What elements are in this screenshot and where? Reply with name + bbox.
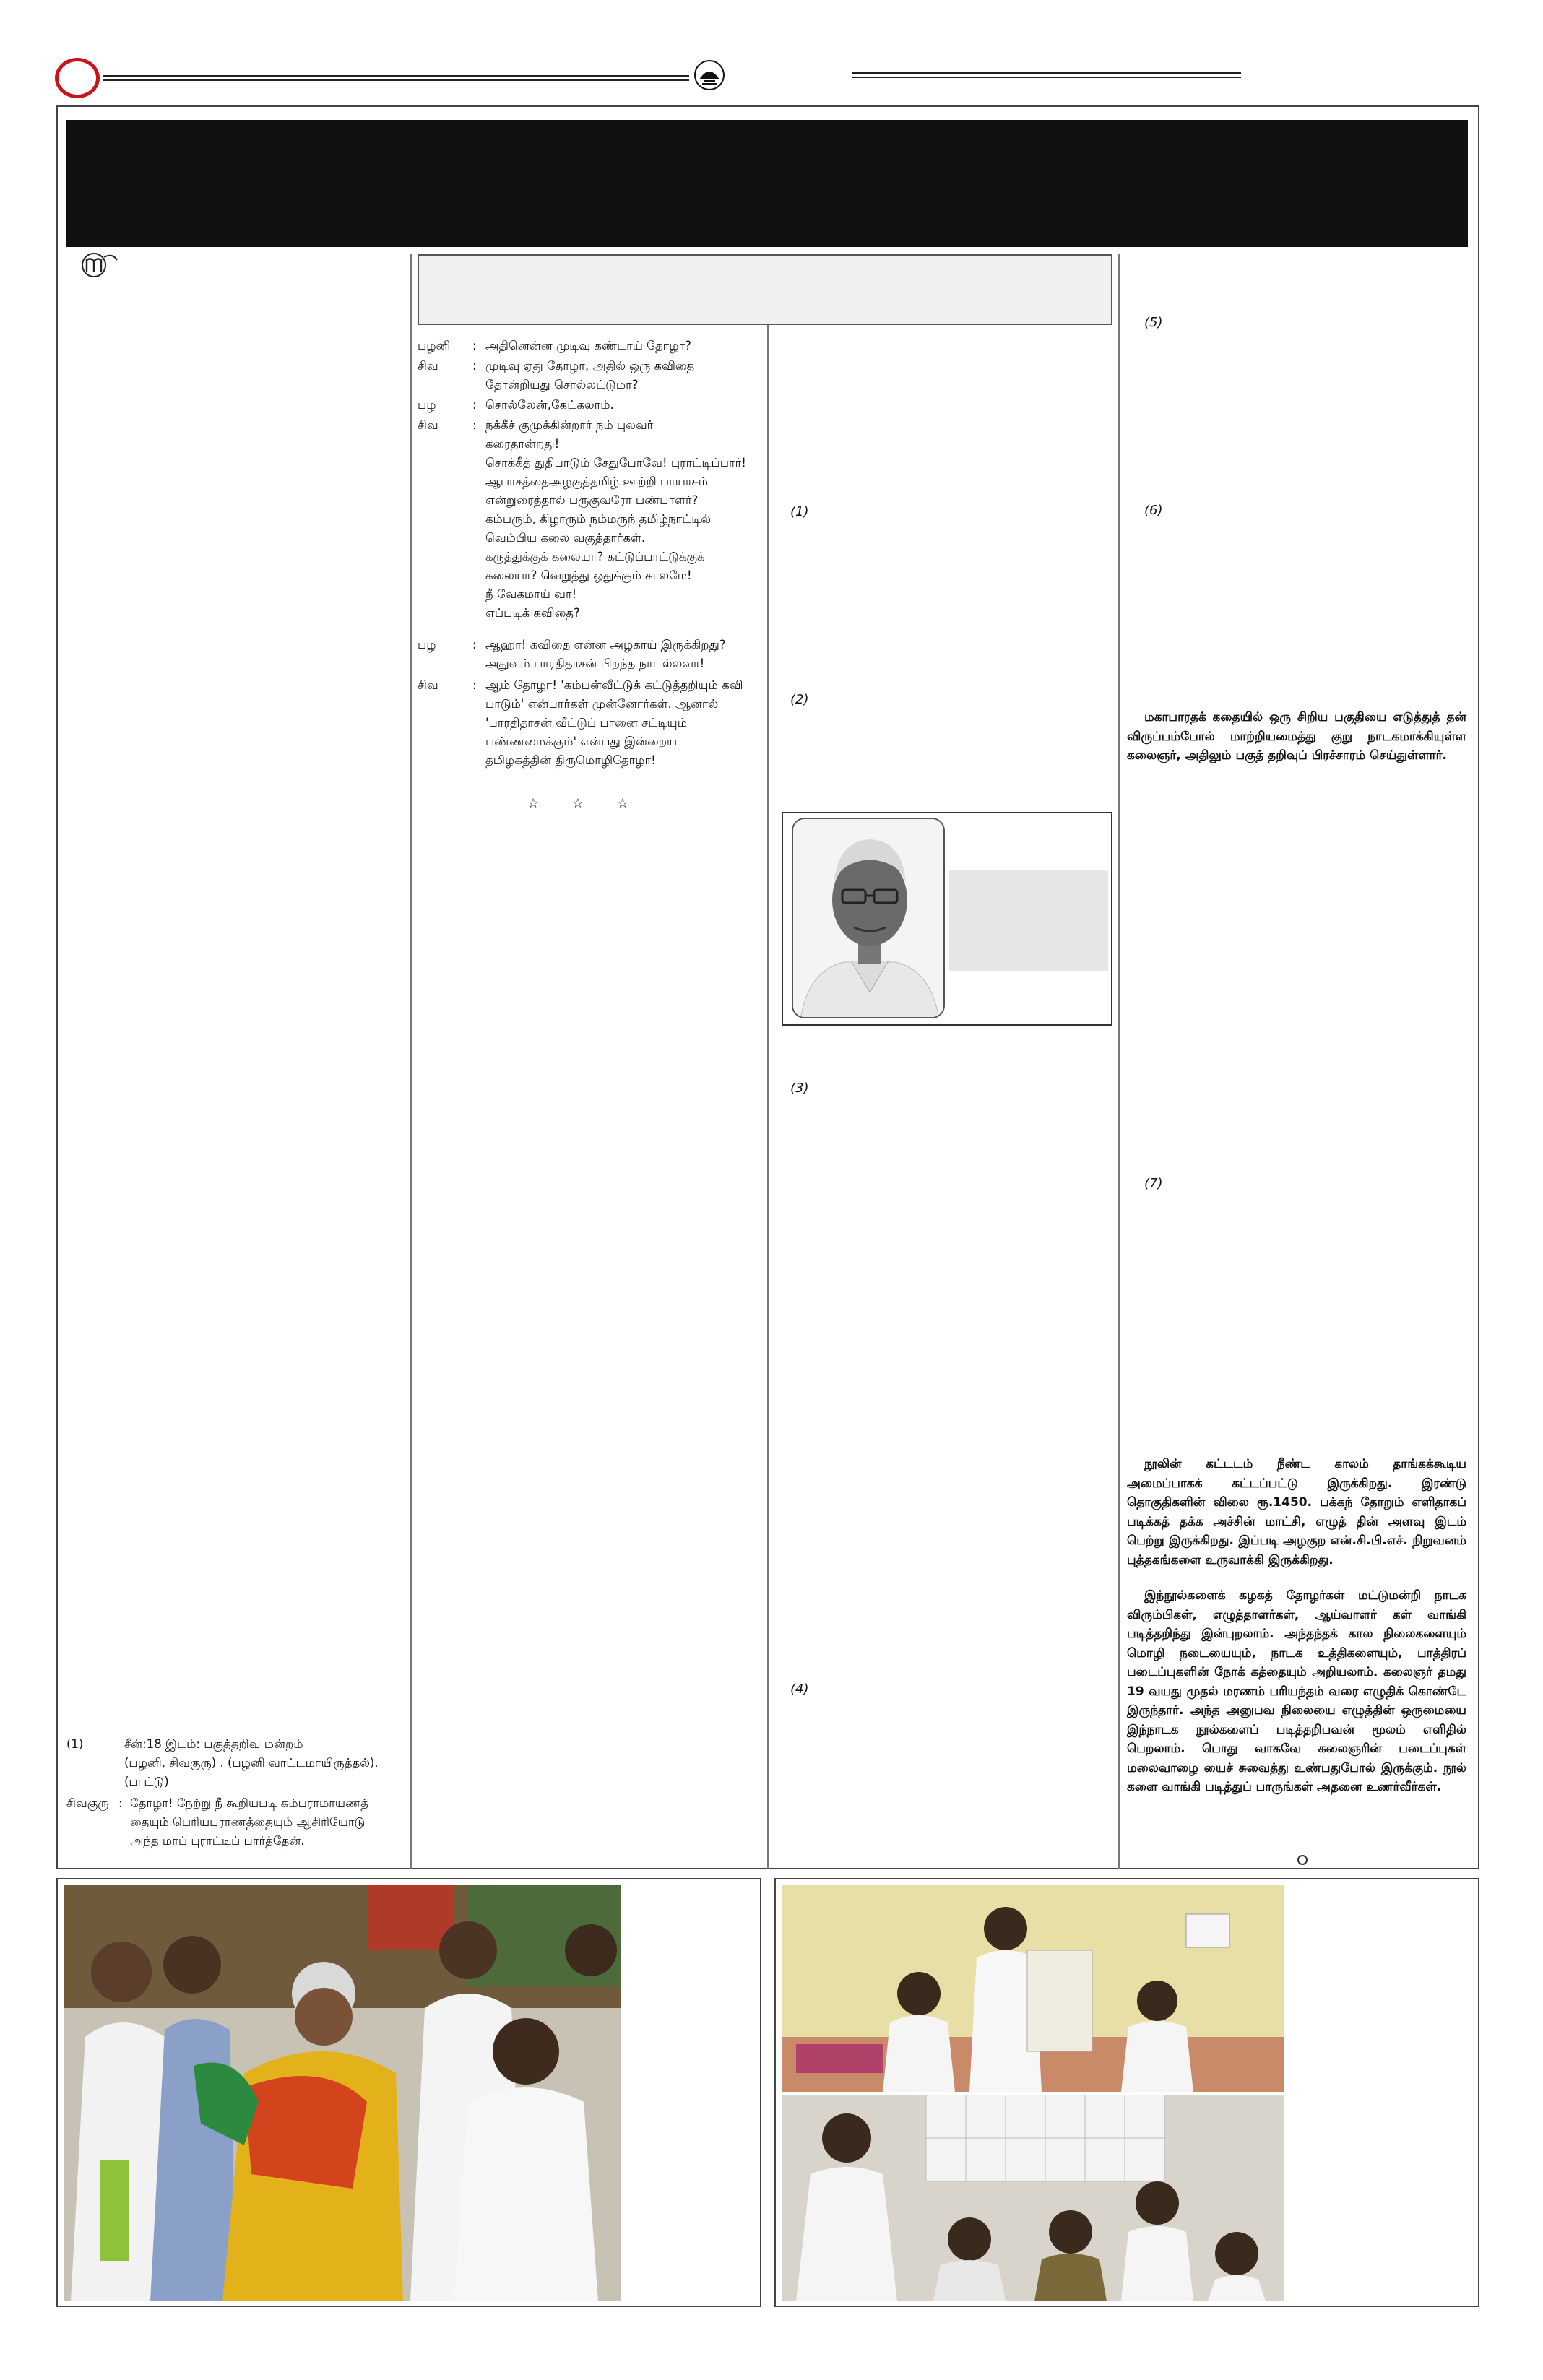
speaker: பழ xyxy=(418,398,436,412)
body-paragraph: நூலின் கட்டடம் நீண்ட காலம் தாங்கக்கூடிய அமைப்பாகக் கட்டப்பட்டு இருக்கிறது. இரண்டு தொகுதிகளின் விலை ரூ.1450. பக்கந் தோறும் எளிதாகப் படிக்கத் தக்க அச்சின் மாட்சி, எழுத் தின் அளவு இடம் பெற்று இருக்கிறது. இப்படி அழகுற என்.சி.பி.எச். நிறுவனம் புத்தகங்களை உருவாக்கி இருக்கிறது. xyxy=(1127,1457,1466,1567)
column-divider xyxy=(1118,254,1120,1869)
speaker: சிவ xyxy=(418,678,438,692)
speaker: பழ xyxy=(418,638,436,652)
dialogue-text: தோன்றியது சொல்லட்டுமா? xyxy=(485,378,639,391)
paragraph-marker: (7) xyxy=(1144,1176,1163,1191)
header-rule-left xyxy=(103,75,689,81)
dialogue-text: முடிவு ஏது தோழா, அதில் ஒரு கவிதை xyxy=(485,359,695,373)
paragraph-marker: (4) xyxy=(790,1682,809,1697)
paragraph-marker: (5) xyxy=(1144,315,1163,330)
speaker: பழனி xyxy=(418,339,451,352)
dialogue-line-6: சிவ : ஆம் தோழா! 'கம்பன்வீட்டுக் கட்டுத்தறியும் கவி பாடும்' என்பார்கள் முன்னோர்கள். ஆனால் 'பாரதிதாசன் வீட்டுப் பானை சட்டியும் பண்ணமைக்கும்' என்பது இன்றைய தமிழகத்தின் திருமொழிதோழா! xyxy=(418,676,764,773)
dialogue-text: கருத்துக்குக் கலையா? கட்டுப்பாட்டுக்குக் xyxy=(485,550,705,563)
black-headline-band xyxy=(66,120,1468,247)
dialogue-text: 'பாரதிதாசன் வீட்டுப் பானை சட்டியும் xyxy=(485,716,687,730)
dialogue-text: பண்ணமைக்கும்' என்பது இன்றைய xyxy=(485,735,678,748)
paragraph-marker: (3) xyxy=(790,1081,809,1096)
paragraph-marker: (2) xyxy=(790,692,809,707)
dialogue-text: ஆபாசத்தைஅழகுத்தமிழ் ஊற்றி பாயாசம் xyxy=(485,475,708,488)
dialogue-text: கரைதான்றது! xyxy=(485,437,560,451)
paragraph-marker: (1) xyxy=(790,504,809,519)
credits-block-2: சிவகுரு : தோழா! நேற்று நீ கூறியபடி கம்பராமாயணத் தையும் பெரியபுராணத்தையும் ஆசிரியோடு அந்த மாப் புராட்டிப் பார்த்தேன். xyxy=(66,1794,406,1853)
dialogue-text: கலையா? வெறுத்து ஒதுக்கும் காலமே! xyxy=(485,568,692,582)
credit-line: அந்த மாப் புராட்டிப் பார்த்தேன். xyxy=(130,1834,305,1848)
credit-line: தோழா! நேற்று நீ கூறியபடி கம்பராமாயணத் xyxy=(130,1796,368,1810)
speaker: சிவ xyxy=(418,359,438,373)
dialogue-text: அதுவும் பாரதிதாசன் பிறந்த நாடல்லவா! xyxy=(485,657,705,670)
murasoli-mark-icon xyxy=(79,250,120,280)
event-photo-left xyxy=(64,1885,621,2301)
credit-line: தையும் பெரியபுராணத்தையும் ஆசிரியோடு xyxy=(130,1815,366,1829)
dialogue-text: அதினென்ன முடிவு கண்டாய் தோழா? xyxy=(485,339,691,352)
dialogue-line-2: சிவ : முடிவு ஏது தோழா, அதில் ஒரு கவிதை தோன்றியது சொல்லட்டுமா? xyxy=(418,357,764,394)
dialogue-line-3: பழ : சொல்லேன்,கேட்கலாம். xyxy=(418,396,764,415)
dialogue-text: தமிழகத்தின் திருமொழிதோழா! xyxy=(485,753,656,767)
credit-speaker: (1) xyxy=(66,1737,84,1751)
body-paragraph: மகாபாரதக் கதையில் ஒரு சிறிய பகுதியை எடுத்துத் தன் விருப்பம்போல் மாற்றியமைத்து குறு நாடகமாக்கியுள்ள கலைஞர், அதிலும் பகுத் தறிவுப் பிரச்சாரம் செய்துள்ளார். xyxy=(1127,710,1466,763)
credit-line: (பாட்டு) xyxy=(124,1775,169,1788)
dialogue-text: சொல்லேன்,கேட்கலாம். xyxy=(485,398,614,412)
credit-line: சீன்:18 இடம்: பகுத்தறிவு மன்றம் xyxy=(124,1737,303,1751)
author-name-box xyxy=(949,870,1108,971)
dialogue-text: ஆம் தோழா! 'கம்பன்வீட்டுக் கட்டுத்தறியும் கவி xyxy=(485,678,743,692)
body-paragraph: இந்நூல்களைக் கழகத் தோழர்கள் மட்டுமன்றி நாடக விரும்பிகள், எழுத்தாளர்கள், ஆய்வாளர் கள் வாங்கி படித்தறிந்து இன்புறலாம். அந்தந்தக் கால நிலைகளையும் மொழி நடையையும், நாடக உத்திகளையும், பாத்திரப் படைப்புகளின் நோக் கத்தையும் அறியலாம். கலைஞர் தமது 19 வயது முதல் மரணம் பரியந்தம் வரை எழுதிக் கொண்டே இருந்தார். அந்த அனுபவ நிலையை எழுத்தின் ஒருமையை இந்நாடக நூல்களைப் படித்தறிபவன் மூலம் எளிதில் பெறலாம். பொது வாகவே கலைஞரின் படைப்புகள் மலைவாழை யைச் சுவைத்து உண்பதுபோல் இருக்கும். நூல் களை வாங்கி படித்துப் பாருங்கள் அதனை உணர்வீர்கள். xyxy=(1127,1588,1466,1794)
rising-sun-emblem-icon xyxy=(693,59,725,91)
dialogue-line-4: சிவ : நக்கீச் குமுக்கின்றார் நம் புலவர் கரைதான்றது! சொக்கீத் துதிபாடும் சேதுபோவே! புராட்டிப்பார்! ஆபாசத்தைஅழகுத்தமிழ் ஊற்றி பாயாசம் என்றுரைத்தால் பருகுவரோ பண்பாளர்? கம்பரும், கிழாரும் நம்மருந் தமிழ்நாட்டில் வெம்பிய கலை வகுத்தார்கள். கருத்துக்குக் கலையா? கட்டுப்பாட்டுக்குக் கலையா? வெறுத்து ஒதுக்கும் காலமே! நீ வேகமாய் வா! எப்படிக் கவிதை? xyxy=(418,416,764,626)
dialogue-text: வெம்பிய கலை வகுத்தார்கள். xyxy=(485,531,646,545)
column-divider xyxy=(410,254,412,1869)
author-photo xyxy=(792,818,945,1018)
speaker: சிவ xyxy=(418,418,438,432)
section-stars: ☆ ☆ ☆ xyxy=(527,796,628,811)
dialogue-line-5: பழ : ஆஹா! கவிதை என்ன அழகாய் இருக்கிறது? அதுவும் பாரதிதாசன் பிறந்த நாடல்லவா! xyxy=(418,636,764,673)
meeting-photo-bottom xyxy=(782,2095,1284,2301)
credits-block-1 xyxy=(66,1735,399,1794)
dialogue-text: கம்பரும், கிழாரும் நம்மருந் தமிழ்நாட்டில் xyxy=(485,512,712,526)
end-mark-icon xyxy=(1297,1855,1308,1865)
dialogue-text: என்றுரைத்தால் பருகுவரோ பண்பாளர்? xyxy=(485,493,699,507)
dialogue-text: எப்படிக் கவிதை? xyxy=(485,606,580,620)
dialogue-text: பாடும்' என்பார்கள் முன்னோர்கள். ஆனால் xyxy=(485,697,719,711)
section-heading-box xyxy=(418,254,1112,325)
meeting-photo-top xyxy=(782,1885,1284,2092)
credit-speaker: சிவகுரு xyxy=(66,1796,109,1810)
dialogue-text: நீ வேகமாய் வா! xyxy=(485,587,577,601)
dialogue-text: சொக்கீத் துதிபாடும் சேதுபோவே! புராட்டிப்பார்! xyxy=(485,456,746,469)
header-rule-right xyxy=(852,72,1241,78)
column-divider xyxy=(767,316,769,1869)
dialogue-line-1: பழனி : அதினென்ன முடிவு கண்டாய் தோழா? xyxy=(418,337,764,355)
credit-line: (பழனி, சிவகுரு) . (பழனி வாட்டமாயிருத்தல்). xyxy=(124,1756,379,1770)
paragraph-marker: (6) xyxy=(1144,503,1163,518)
dialogue-text: ஆஹா! கவிதை என்ன அழகாய் இருக்கிறது? xyxy=(485,638,726,652)
red-circle-logo-icon xyxy=(55,58,100,98)
dialogue-text: நக்கீச் குமுக்கின்றார் நம் புலவர் xyxy=(485,418,654,432)
